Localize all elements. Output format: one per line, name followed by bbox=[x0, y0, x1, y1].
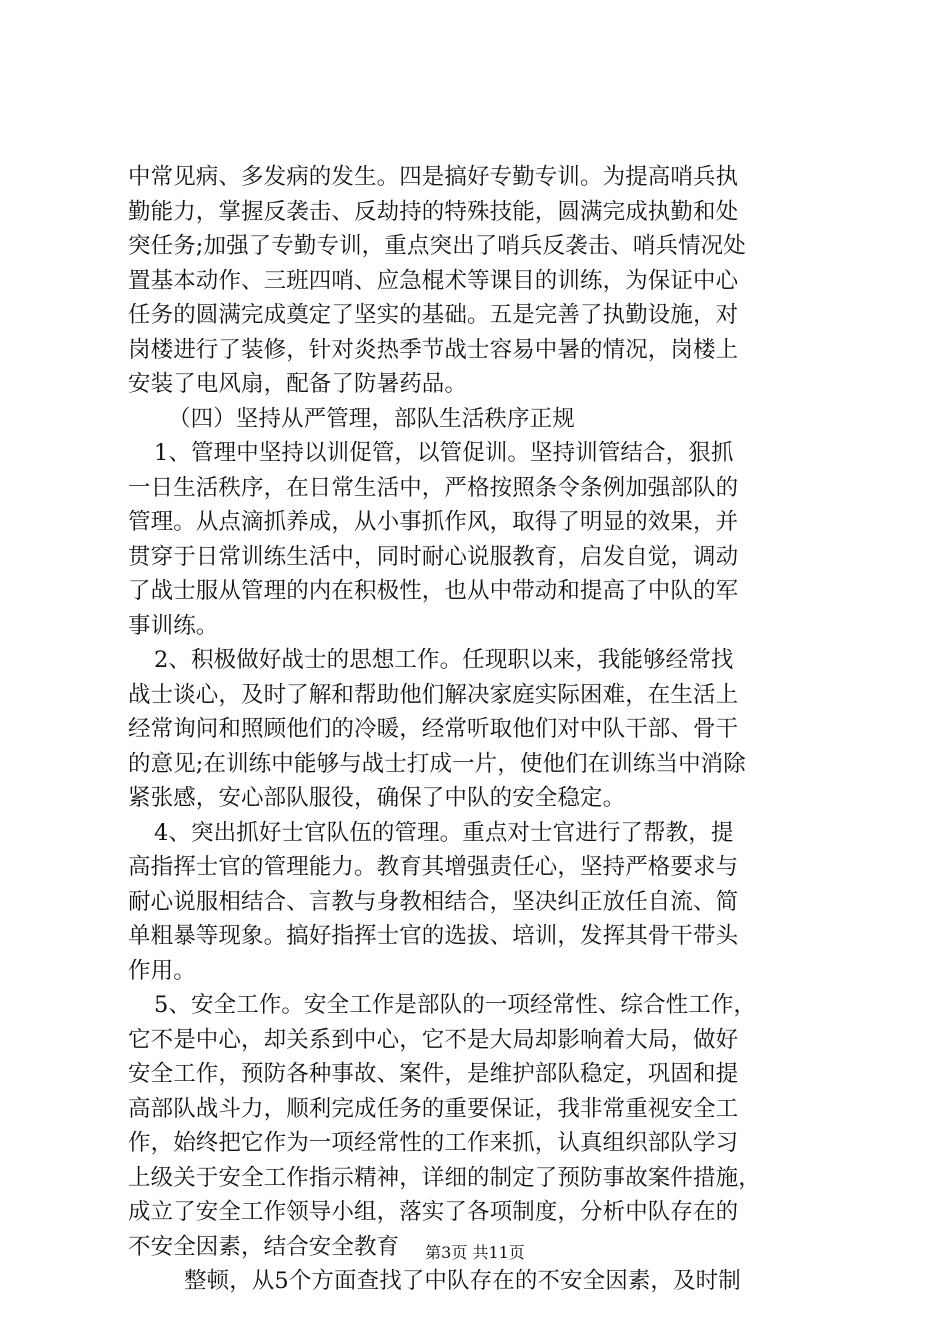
text-line: 耐心说服相结合、言教与身教相结合，坚决纠正放任自流、简 bbox=[128, 888, 739, 915]
page-number-footer: 第3页 共11页 bbox=[425, 1243, 525, 1262]
text-line: 经常询问和照顾他们的冷暖，经常听取他们对中队干部、骨干 bbox=[128, 716, 739, 742]
text-line: 作，始终把它作为一项经常性的工作来抓，认真组织部队学习 bbox=[128, 1130, 739, 1156]
text-line: 事训练。 bbox=[128, 612, 219, 639]
text-line: 一日生活秩序，在日常生活中，严格按照条令条例加强部队的 bbox=[128, 474, 739, 501]
text-line: 单粗暴等现象。搞好指挥士官的选拔、培训，发挥其骨干带头 bbox=[128, 923, 739, 949]
text-line: 置基本动作、三班四哨、应急棍术等课目的训练，为保证中心 bbox=[128, 267, 739, 294]
text-line: 了战士服从管理的内在积极性，也从中带动和提高了中队的军 bbox=[128, 578, 739, 604]
paragraph-first-line: 2、积极做好战士的思想工作。任现职以来，我能够经常找 bbox=[154, 647, 734, 673]
paragraph-first-line: 1、管理中坚持以训促管，以管促训。坚持训管结合，狠抓 bbox=[154, 440, 734, 466]
text-line: 上级关于安全工作指示精神，详细的制定了预防事故案件措施， bbox=[128, 1164, 761, 1191]
text-line: 的意见;在训练中能够与战士打成一片，使他们在训练当中消除 bbox=[128, 750, 746, 777]
paragraph-first-line: 4、突出抓好士官队伍的管理。重点对士官进行了帮教，提 bbox=[154, 819, 734, 846]
text-line: 战士谈心，及时了解和帮助他们解决家庭实际困难，在生活上 bbox=[128, 681, 739, 708]
text-line: 高部队战斗力，顺利完成任务的重要保证，我非常重视安全工 bbox=[128, 1095, 739, 1122]
text-line: 高指挥士官的管理能力。教育其增强责任心，坚持严格要求与 bbox=[128, 854, 739, 880]
text-line: 安全工作，预防各种事故、案件，是维护部队稳定，巩固和提 bbox=[128, 1061, 739, 1087]
text-line: 贯穿于日常训练生活中，同时耐心说服教育，启发自觉，调动 bbox=[128, 543, 739, 570]
text-line: 突任务;加强了专勤专训，重点突出了哨兵反袭击、哨兵情况处 bbox=[128, 233, 746, 259]
text-line: 勤能力，掌握反袭击、反劫持的特殊技能，圆满完成执勤和处 bbox=[128, 198, 739, 225]
text-line: 任务的圆满完成奠定了坚实的基础。五是完善了执勤设施，对 bbox=[128, 302, 739, 328]
text-line: 成立了安全工作领导小组，落实了各项制度，分析中队存在的 bbox=[128, 1199, 739, 1225]
paragraph-first-line: 整顿，从5个方面查找了中队存在的不安全因素，及时制 bbox=[184, 1268, 741, 1294]
text-line: 岗楼进行了装修，针对炎热季节战士容易中暑的情况，岗楼上 bbox=[128, 336, 739, 363]
text-line: 安装了电风扇，配备了防暑药品。 bbox=[128, 371, 468, 397]
text-line: 它不是中心，却关系到中心，它不是大局却影响着大局，做好 bbox=[128, 1026, 739, 1053]
text-line: 作用。 bbox=[128, 957, 196, 984]
section-heading: （四）坚持从严管理，部队生活秩序正规 bbox=[168, 405, 575, 432]
text-line: 管理。从点滴抓养成，从小事抓作风，取得了明显的效果，并 bbox=[128, 509, 739, 535]
text-line: 不安全因素，结合安全教育 bbox=[128, 1233, 400, 1260]
paragraph-first-line: 5、安全工作。安全工作是部队的一项经常性、综合性工作， bbox=[154, 992, 757, 1018]
body-text bbox=[128, 160, 828, 1299]
text-line: 中常见病、多发病的发生。四是搞好专勤专训。为提高哨兵执 bbox=[128, 164, 739, 190]
text-line: 紧张感，安心部队服役，确保了中队的安全稳定。 bbox=[128, 785, 626, 811]
